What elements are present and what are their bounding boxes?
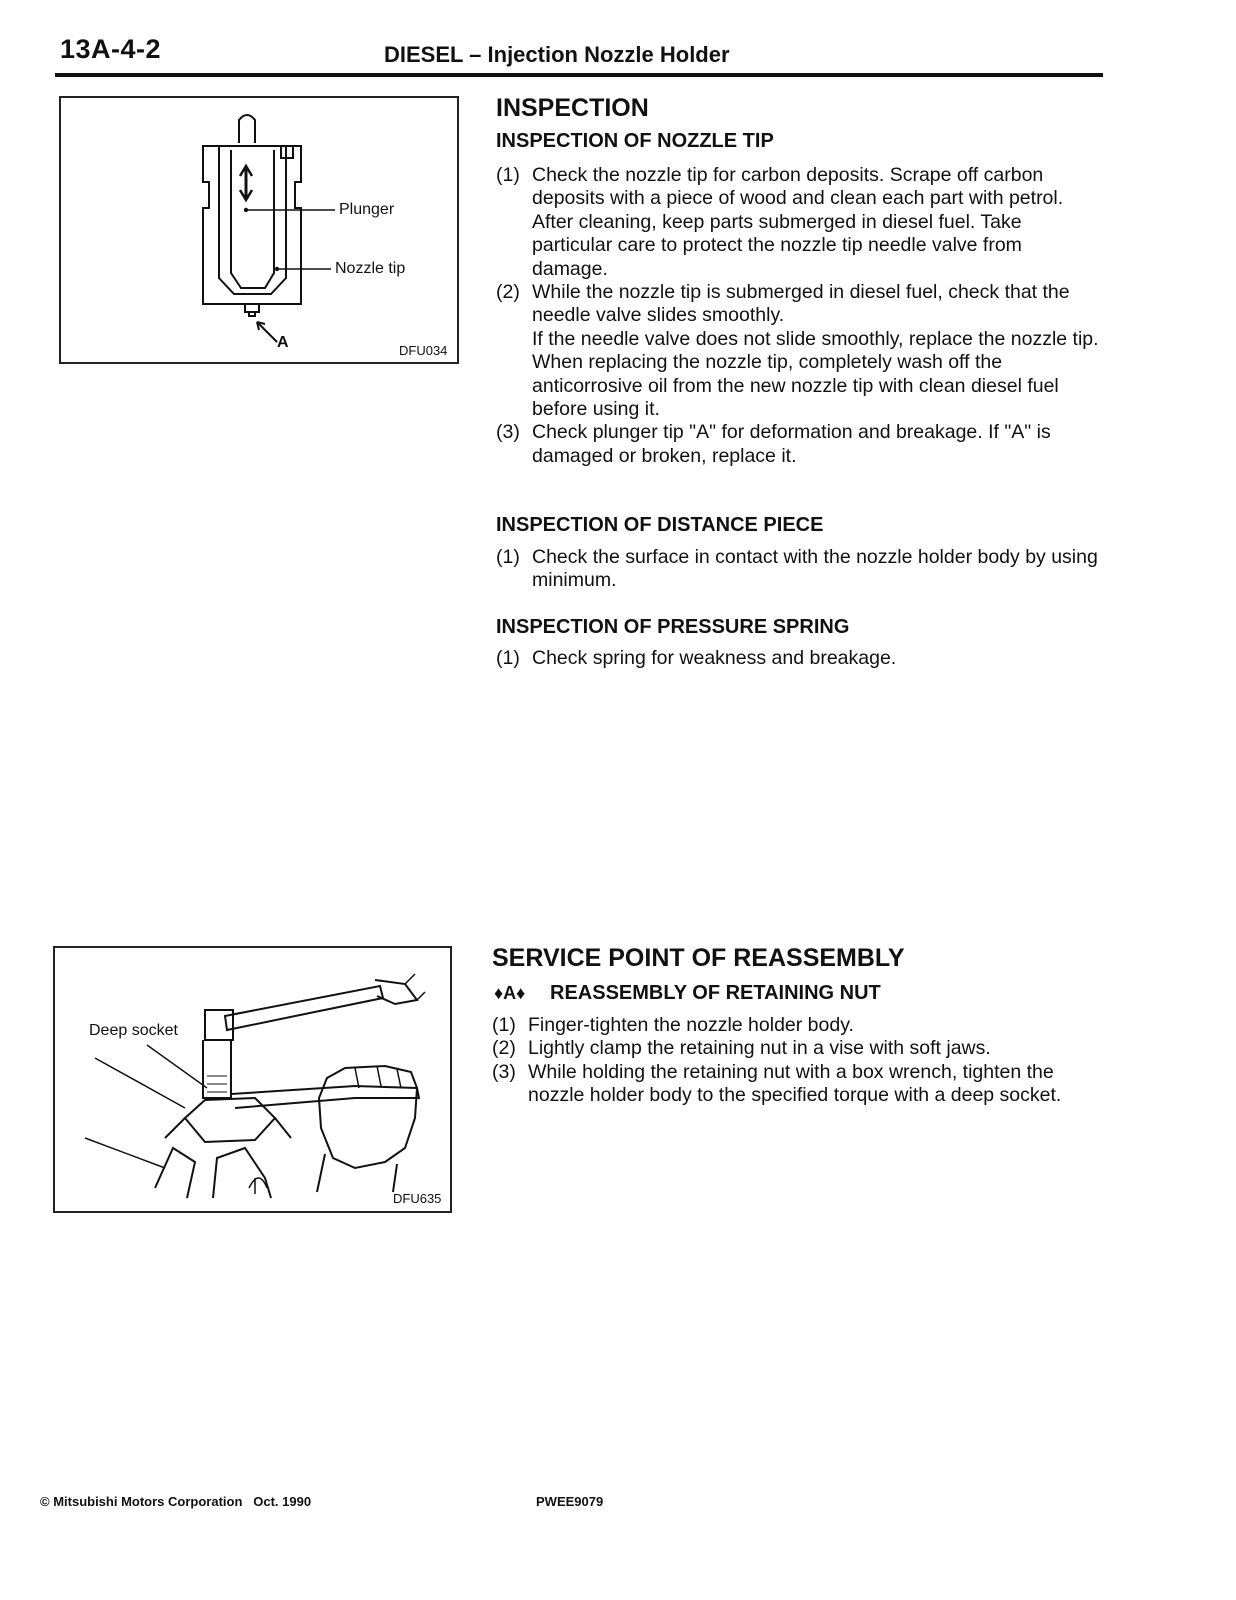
item-text: When replacing the nozzle tip, completely wash off the anticorrosive oil from the new nozzle tip with clean diesel fuel before using it.	[532, 351, 1059, 421]
nozzle-tip-list	[496, 164, 1100, 468]
nozzle-tip-figure	[59, 96, 459, 364]
header-rule	[55, 73, 1103, 77]
item-text: While the nozzle tip is submerged in diesel fuel, check that the needle valve slides smoothly.	[532, 281, 1070, 327]
footer-copyright: © Mitsubishi Motors Corporation Oct. 1990	[40, 1494, 312, 1509]
deep-socket-drawing	[55, 948, 450, 1211]
item-number: (1)	[492, 1014, 516, 1036]
list-item	[496, 164, 1100, 281]
item-number: (2)	[492, 1037, 516, 1060]
distance-piece-heading: INSPECTION OF DISTANCE PIECE	[496, 514, 824, 536]
item-text: Lightly clamp the retaining nut in a vise with soft jaws.	[528, 1037, 991, 1060]
list-item	[496, 647, 1100, 670]
item-text: While holding the retaining nut with a box wrench, tighten the nozzle holder body to the specified torque with a deep socket.	[528, 1060, 1062, 1107]
list-item	[496, 421, 1100, 468]
footer-document-code: PWEE9079	[536, 1494, 604, 1509]
deep-socket-figure	[53, 946, 452, 1213]
list-item	[496, 281, 1100, 421]
item-text: If the needle valve does not slide smoothly, replace the nozzle tip.	[532, 327, 1099, 350]
plunger-label: Plunger	[339, 201, 395, 218]
header-title: DIESEL – Injection Nozzle Holder	[384, 42, 730, 67]
nozzle-tip-drawing	[61, 98, 457, 362]
item-number: (3)	[496, 421, 520, 444]
item-number: (1)	[496, 647, 520, 669]
list-item	[496, 546, 1100, 593]
nozzle-tip-heading: INSPECTION OF NOZZLE TIP	[496, 130, 774, 152]
item-number: (1)	[496, 546, 520, 568]
inspection-heading: INSPECTION	[496, 94, 649, 122]
point-a-label: A	[277, 334, 289, 351]
list-item	[492, 1061, 1098, 1108]
deep-socket-label: Deep socket	[89, 1022, 178, 1039]
item-number: (2)	[496, 281, 520, 304]
item-number: (1)	[496, 164, 520, 186]
retaining-nut-heading	[494, 982, 881, 1005]
service-point-marker: ♦A♦	[494, 983, 526, 1003]
retaining-nut-heading-text: REASSEMBLY OF RETAINING NUT	[550, 982, 881, 1004]
figure1-code: DFU034	[399, 343, 448, 358]
list-item	[492, 1037, 1098, 1060]
pressure-spring-heading: INSPECTION OF PRESSURE SPRING	[496, 616, 850, 638]
nozzle-tip-label: Nozzle tip	[335, 260, 406, 277]
page-number: 13A-4-2	[60, 34, 162, 64]
item-text: Finger-tighten the nozzle holder body.	[528, 1014, 854, 1036]
pressure-spring-list	[496, 647, 1100, 670]
item-text: Check the surface in contact with the nozzle holder body by using minimum.	[532, 546, 1098, 592]
reassembly-list	[492, 1014, 1098, 1108]
item-text: Check plunger tip "A" for deformation and breakage. If "A" is damaged or broken, replace it.	[532, 421, 1051, 467]
list-item	[492, 1014, 1098, 1037]
item-text: Check spring for weakness and breakage.	[532, 647, 897, 669]
reassembly-heading: SERVICE POINT OF REASSEMBLY	[492, 944, 905, 972]
item-text: Check the nozzle tip for carbon deposits. Scrape off carbon deposits with a piece of wood and clean each part with petrol. After cleaning, keep parts submerged in diesel fuel. Take particular care to protect the nozzle tip needle valve from damage.	[532, 164, 1064, 280]
item-number: (3)	[492, 1060, 516, 1083]
distance-piece-list	[496, 546, 1100, 593]
figure2-code: DFU635	[393, 1191, 442, 1206]
